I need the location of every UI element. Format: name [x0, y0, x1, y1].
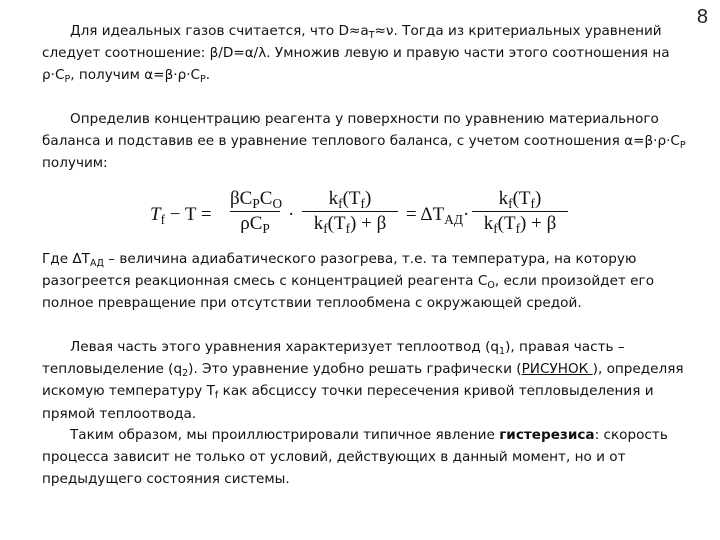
p4-sub-b: 2: [182, 368, 189, 380]
p4-text-c: ). Это уравнение удобно решать графически (: [188, 361, 522, 378]
fraction3-denominator: $k_f(T_f) + \beta$: [483, 213, 557, 236]
fraction1-numerator: $\beta C_PC_O$: [230, 188, 283, 211]
p4-sub-d: f: [214, 390, 219, 402]
p1-sub-b: P: [64, 74, 71, 86]
fraction-kf-ratio-right: [472, 188, 568, 235]
fraction1-bar: [230, 211, 280, 212]
p3-text-c: , если произойдет его полное превращение при отсутствии теплообмена с окружающей средой.: [42, 273, 655, 312]
p3-text-a: Где ΔT: [42, 251, 90, 267]
paragraph-concentration: [42, 108, 692, 175]
fraction-kf-ratio-left: [302, 188, 398, 235]
p5-text-b: : скорость процесса зависит не только от условий, действующих в данный момент, но и от предыдущего состояния системы.: [42, 427, 668, 488]
paragraph-hysteresis: [42, 424, 692, 491]
p1-sub-a: T: [368, 29, 375, 41]
fraction2-numerator: $k_f(T_f)$: [328, 188, 372, 211]
p3-text-b: – величина адиабатического разогрева, т.е. та температура, на которую разогреется реакционная смесь с концентрацией реагента C: [42, 251, 637, 290]
hysteresis-term: гистерезиса: [499, 427, 595, 443]
p1-text-b: ≈ν. Тогда из критериальных уравнений следует соотношение: β/D=α/λ. Умножив левую и правую части этого соотношения на ρ·C: [42, 23, 670, 84]
paragraph-adiabatic-heating: [42, 248, 692, 315]
fraction1-denominator: $\rho C_P$: [240, 213, 270, 236]
formula-lhs: $T_f - T$ =: [150, 204, 212, 227]
p2-text-a: Определив концентрацию реагента у поверхности по уравнению материального баланса и подставив ее в уравнение теплового баланса, с учетом соотношения α=β·ρ·C: [42, 111, 680, 150]
fraction2-bar: [302, 211, 398, 212]
p1-text-c: , получим α=β·ρ·C: [70, 67, 201, 84]
fraction-bc-over-rc: [230, 188, 283, 236]
p1-text-a: Для идеальных газов считается, что D≈a: [70, 23, 369, 39]
p4-text-e: как абсциссу точки пересечения кривой тепловыделения и прямой теплоотвода.: [42, 383, 654, 422]
p4-sub-a: 1: [499, 345, 506, 357]
formula-delta-t-ad: = $\Delta T_{АД}\cdot$: [406, 204, 470, 227]
p2-text-b: получим:: [42, 155, 108, 172]
p4-text-d: ), определяя искомую температуру T: [42, 361, 684, 400]
fraction2-denominator: $k_f(T_f) + \beta$: [313, 213, 387, 236]
formula-dot: ·: [288, 204, 295, 225]
p3-sub-b: O: [487, 280, 495, 292]
heat-balance-equation: [150, 188, 570, 244]
page-number: 8: [696, 6, 708, 28]
p2-sub-a: P: [679, 140, 686, 152]
paragraph-ideal-gases: [42, 20, 692, 87]
p3-sub-a: АД: [89, 257, 104, 269]
p1-text-d: .: [205, 67, 211, 84]
p1-sub-c: P: [200, 74, 206, 86]
fraction3-bar: [472, 211, 568, 212]
p4-text-b: ), правая часть – тепловыделение (q: [42, 339, 625, 378]
paragraph-heat-removal: [42, 336, 692, 425]
fraction3-numerator: $k_f(T_f)$: [498, 188, 542, 211]
p4-text-a: Левая часть этого уравнения характеризует теплоотвод (q: [70, 339, 500, 355]
p5-text-a: Таким образом, мы проиллюстрировали типичное явление: [70, 427, 500, 443]
figure-link[interactable]: РИСУНОК: [521, 361, 593, 378]
